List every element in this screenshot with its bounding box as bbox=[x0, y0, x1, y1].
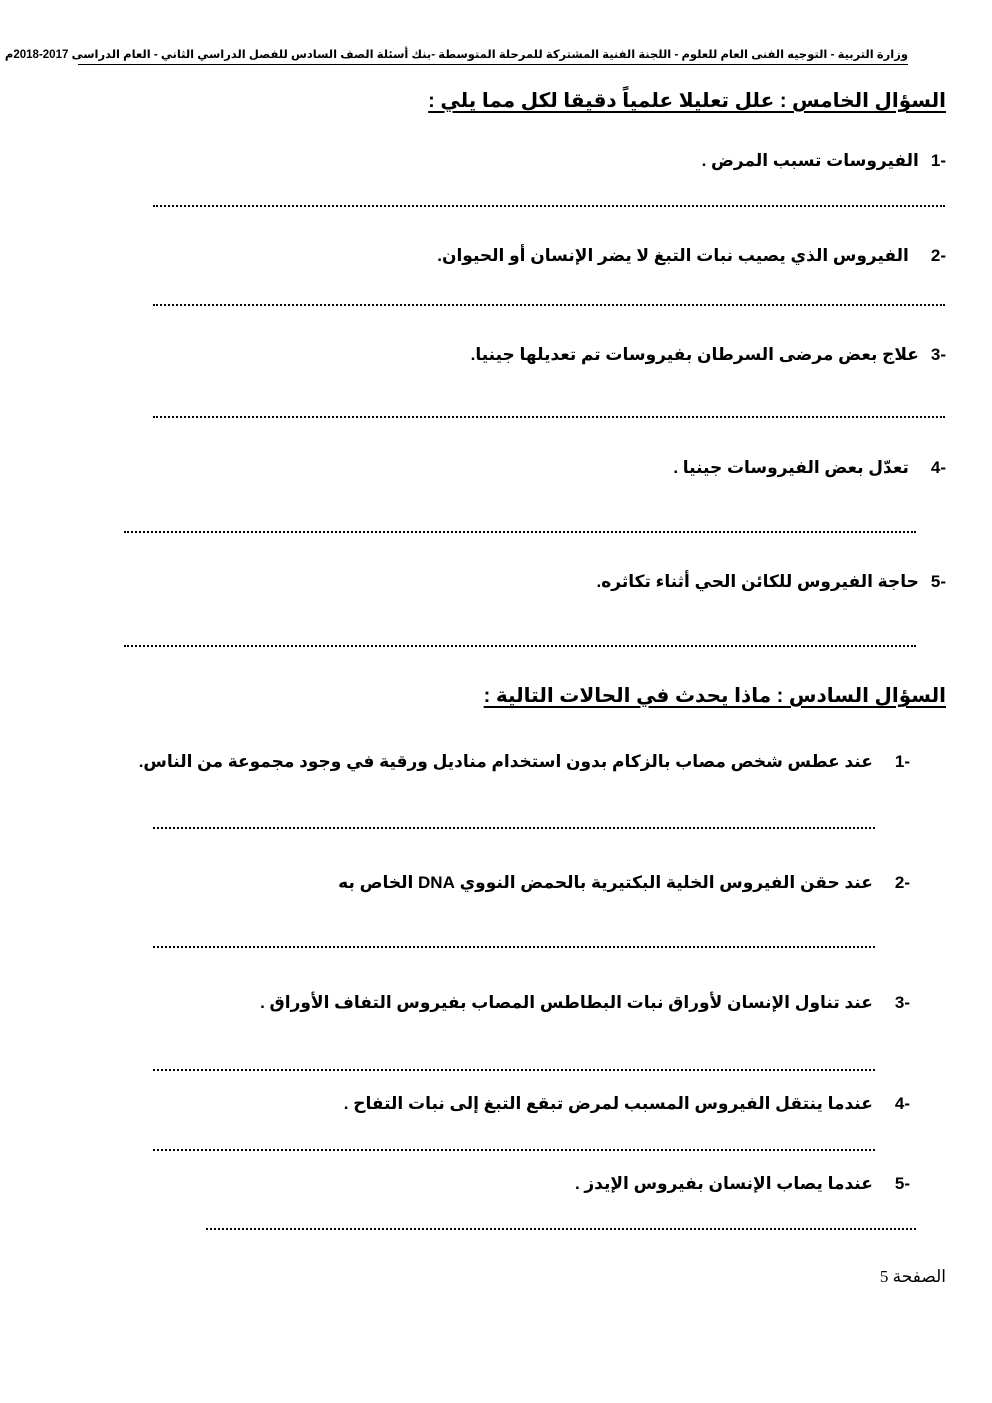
q6-item-5 bbox=[575, 1172, 910, 1196]
q6-item-5-number: -5 bbox=[894, 1174, 910, 1193]
q5-item-5 bbox=[597, 570, 946, 594]
q6-answer-line-3[interactable] bbox=[153, 1069, 875, 1071]
page-number: الصفحة 5 bbox=[879, 1267, 946, 1286]
q6-item-3-text: عند تناول الإنسان لأوراق نبات البطاطس المصاب بفيروس التفاف الأوراق . bbox=[260, 993, 873, 1012]
q5-item-1-text: الفيروسات تسبب المرض . bbox=[701, 151, 919, 170]
question-six-title: السؤال السادس : ماذا يحدث في الحالات التالية : bbox=[483, 685, 946, 707]
q6-answer-line-4[interactable] bbox=[153, 1149, 875, 1151]
q5-item-5-number: -5 bbox=[930, 572, 946, 591]
q5-item-2-number: -2 bbox=[930, 246, 946, 265]
q6-item-4 bbox=[344, 1092, 910, 1116]
q5-answer-line-2[interactable] bbox=[153, 304, 945, 306]
q5-item-3-text: علاج بعض مرضى السرطان بفيروسات تم تعديلها جينيا. bbox=[470, 345, 919, 364]
q6-item-4-text: عندما ينتقل الفيروس المسبب لمرض تبقع التبغ إلى نبات التفاح . bbox=[343, 1094, 873, 1113]
q6-item-2-text: عند حقن الفيروس الخلية البكتيرية بالحمض النووي DNA الخاص به bbox=[338, 873, 873, 892]
q5-item-2-text: الفيروس الذي يصيب نبات التبغ لا يضر الإنسان أو الحيوان. bbox=[437, 246, 909, 265]
q6-item-2-number: -2 bbox=[894, 873, 910, 892]
q6-answer-line-2[interactable] bbox=[153, 946, 875, 948]
q6-item-1-text: عند عطس شخص مصاب بالزكام بدون استخدام مناديل ورقية في وجود مجموعة من الناس. bbox=[138, 752, 873, 771]
q5-item-3-number: -3 bbox=[930, 345, 946, 364]
q6-item-1-number: -1 bbox=[894, 752, 910, 771]
q6-item-1 bbox=[139, 750, 910, 774]
q6-item-4-number: -4 bbox=[894, 1094, 910, 1113]
q6-item-2 bbox=[338, 871, 910, 895]
q6-item-3-number: -3 bbox=[894, 993, 910, 1012]
q5-answer-line-3[interactable] bbox=[153, 416, 945, 418]
q5-answer-line-1[interactable] bbox=[153, 205, 945, 207]
q5-item-1 bbox=[702, 149, 946, 173]
q6-item-3 bbox=[260, 991, 910, 1015]
q5-item-2 bbox=[437, 244, 946, 268]
q5-item-5-text: حاجة الفيروس للكائن الحي أثناء تكاثره. bbox=[596, 572, 919, 591]
q5-item-4-number: -4 bbox=[930, 458, 946, 477]
question-five-title: السؤال الخامس : علل تعليلا علمياً دقيقا لكل مما يلي : bbox=[428, 90, 946, 112]
q5-item-4-text: تعدّل بعض الفيروسات جينيا . bbox=[673, 458, 909, 477]
q5-answer-line-4[interactable] bbox=[124, 531, 916, 533]
q5-item-1-number: -1 bbox=[930, 151, 946, 170]
q5-item-4 bbox=[673, 456, 946, 480]
q5-answer-line-5[interactable] bbox=[124, 645, 916, 647]
document-header: وزارة التربية - التوجيه الفنى العام للعلوم - اللجنة الفنية المشتركة للمرحلة المتوسطة -بنك أسئلة الصف السادس للفصل الدراسي الثاني - العام الدراسى 2017-2018م bbox=[78, 48, 908, 65]
q6-answer-line-5[interactable] bbox=[206, 1228, 916, 1230]
q6-item-5-text: عندما يصاب الإنسان بفيروس الإيدز . bbox=[574, 1174, 873, 1193]
q5-item-3 bbox=[471, 343, 946, 367]
q6-answer-line-1[interactable] bbox=[153, 827, 875, 829]
